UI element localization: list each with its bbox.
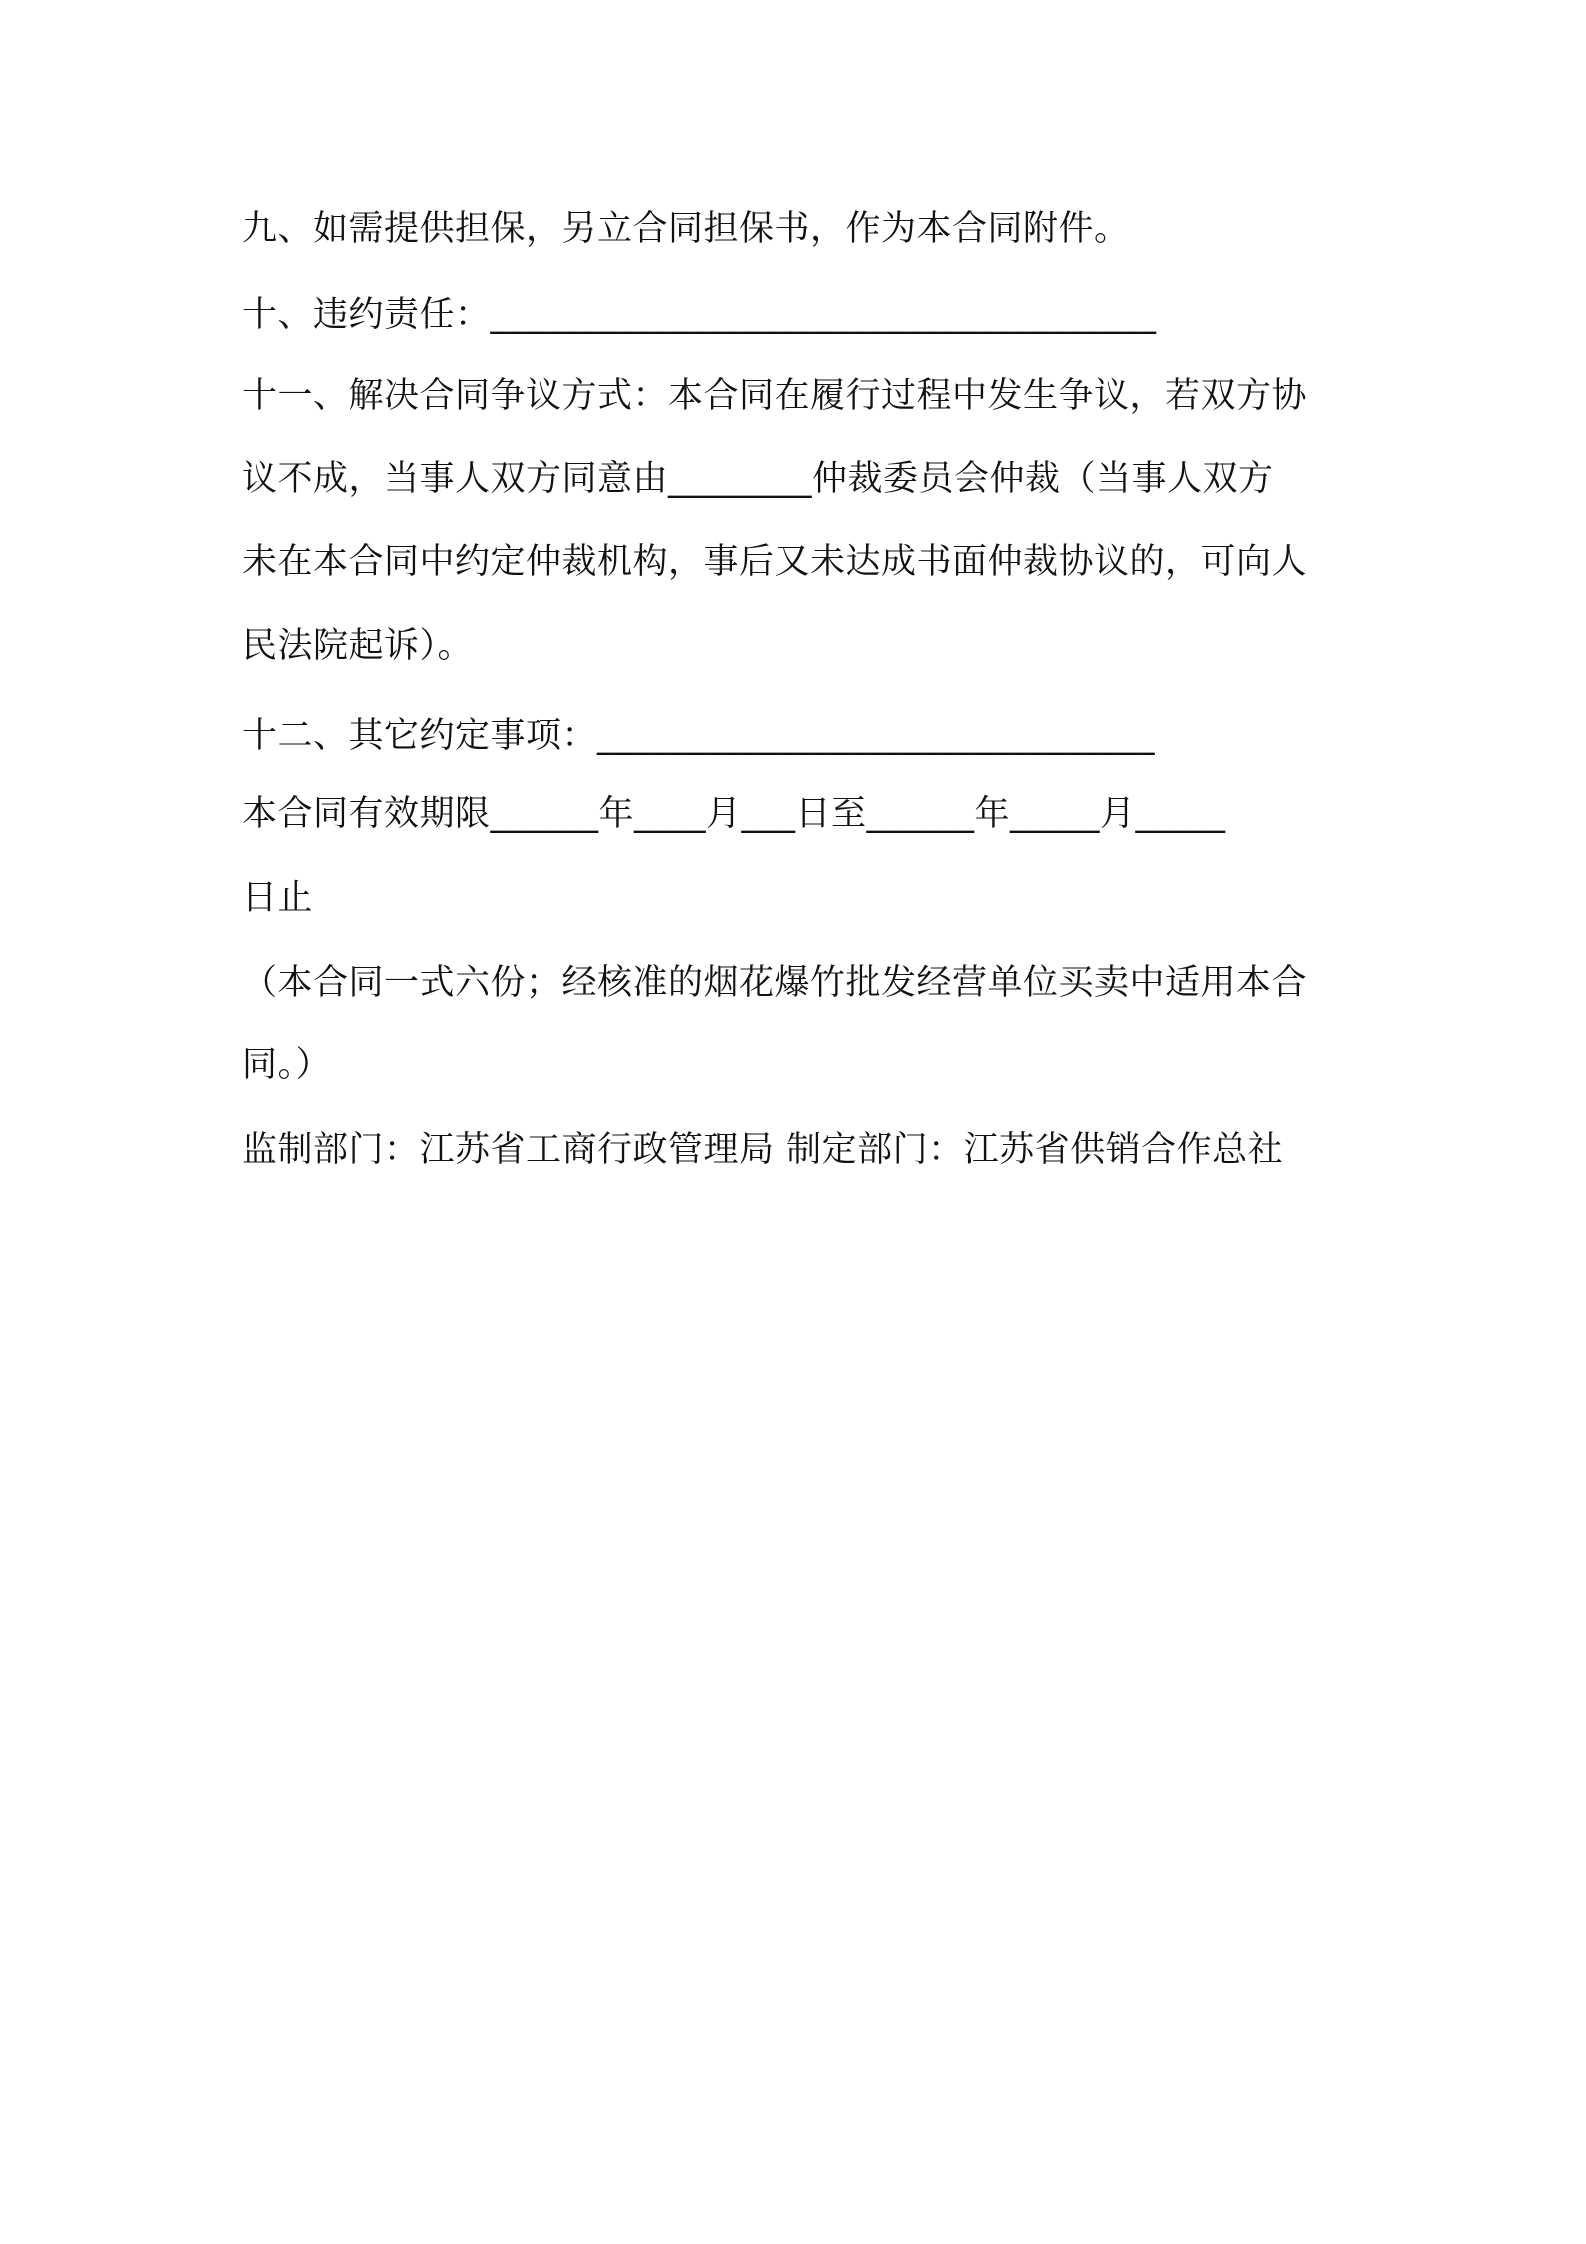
clause-12-other-matters: 十二、其它约定事项：_______________________________ (242, 716, 1156, 756)
copies-note-line-2: 同。） (242, 1045, 332, 1085)
copies-note-line-1: （本合同一式六份；经核准的烟花爆竹批发经营单位买卖中适用本合 (242, 963, 1308, 1003)
clause-11-dispute-line-3: 未在本合同中约定仲裁机构，事后又未达成书面仲裁协议的，可向人 (242, 542, 1308, 582)
clause-11-dispute-line-4: 民法院起诉）。 (242, 626, 474, 666)
clause-11-dispute-line-2: 议不成，当事人双方同意由________仲裁委员会仲裁（当事人双方 (242, 459, 1274, 499)
validity-period-line-1: 本合同有效期限______年____月___日至______年_____月_____ (242, 794, 1226, 834)
clause-10-liability: 十、违约责任：_____________________________________ (242, 295, 1157, 335)
validity-period-line-2: 日止 (242, 878, 314, 918)
clause-11-dispute-line-1: 十一、解决合同争议方式：本合同在履行过程中发生争议，若双方协 (242, 376, 1308, 416)
clause-9-guarantee: 九、如需提供担保，另立合同担保书，作为本合同附件。 (242, 209, 1130, 249)
supervising-and-drafting-departments: 监制部门：江苏省工商行政管理局 制定部门：江苏省供销合作总社 (242, 1130, 1284, 1170)
